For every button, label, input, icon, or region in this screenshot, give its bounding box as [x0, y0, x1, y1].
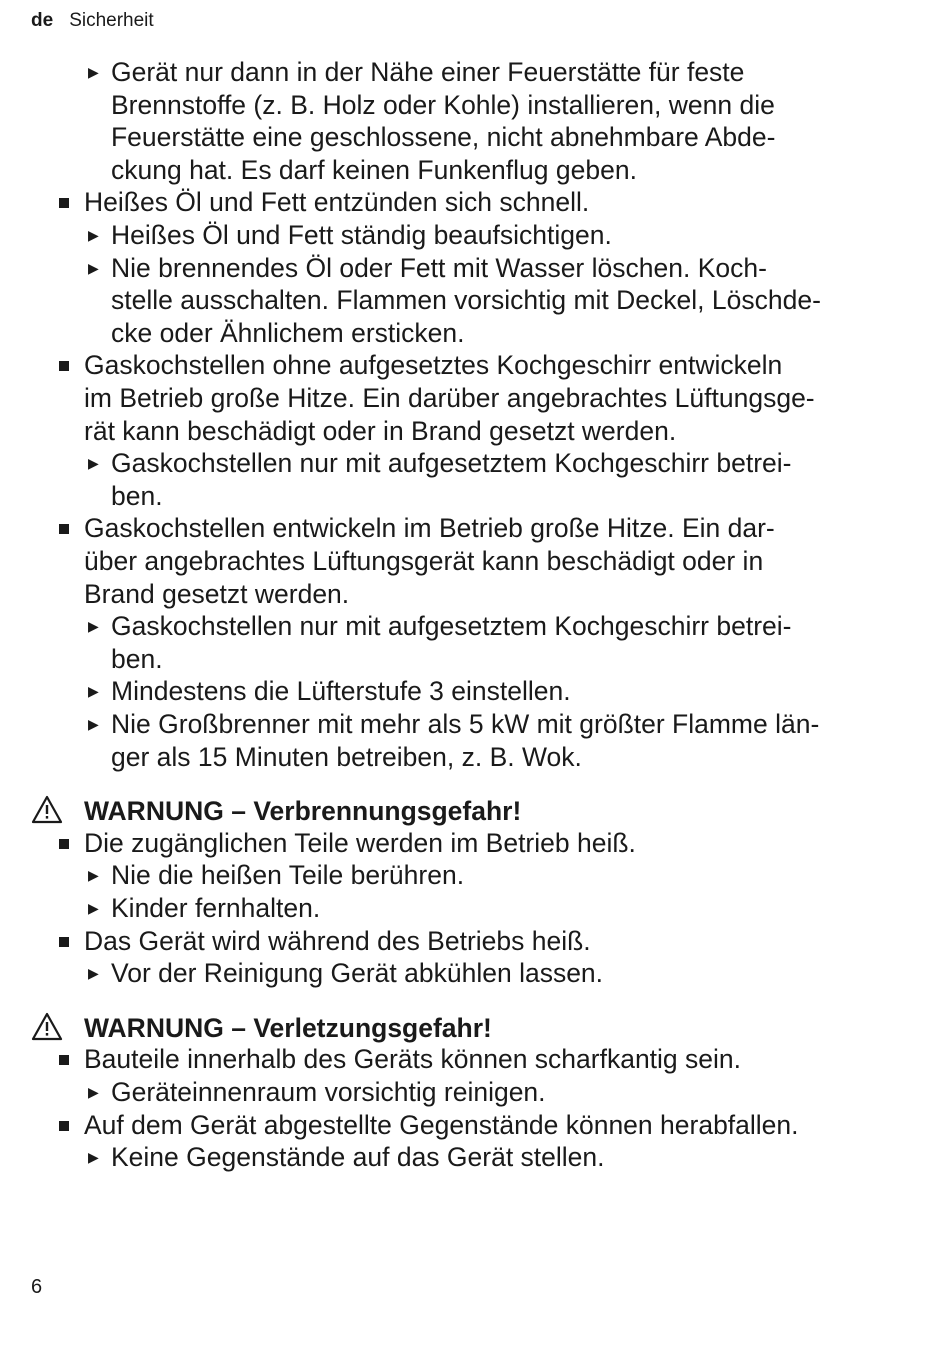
text-line: Das Gerät wird während des Betriebs heiß. — [84, 925, 591, 956]
text-line: Gaskochstellen entwickeln im Betrieb große Hitze. Ein dar- — [84, 513, 775, 544]
triangle-bullet-icon: ▶ — [88, 259, 99, 276]
text-line: Brand gesetzt werden. — [84, 578, 350, 609]
text-line: ben. — [111, 643, 163, 674]
triangle-bullet-icon: ▶ — [88, 683, 99, 700]
text-line: Geräteinnenraum vorsichtig reinigen. — [111, 1077, 546, 1107]
text-line: Mindestens die Lüfterstufe 3 einstellen. — [111, 676, 571, 707]
warning-title: WARNUNG – Verbrennungsgefahr! — [84, 796, 522, 827]
text-line: Vor der Reinigung Gerät abkühlen lassen. — [111, 958, 604, 989]
triangle-bullet-icon: ▶ — [88, 1149, 99, 1166]
text-line: cke oder Ähnlichem ersticken. — [111, 317, 465, 348]
text-line: Gaskochstellen nur mit aufgesetztem Kochgeschirr betrei- — [111, 448, 792, 479]
text-line: ckung hat. Es darf keinen Funkenflug geben. — [111, 154, 637, 185]
warning-title: WARNUNG – Verletzungsgefahr! — [84, 1012, 492, 1043]
page-number: 6 — [31, 1276, 43, 1298]
triangle-bullet-icon: ▶ — [88, 455, 99, 472]
square-bullet-icon — [59, 524, 69, 534]
square-bullet-icon — [59, 198, 69, 208]
text-line: Keine Gegenstände auf das Gerät stellen. — [111, 1142, 605, 1173]
square-bullet-icon — [59, 1055, 69, 1065]
warning-triangle-icon — [31, 795, 63, 825]
section-title: Sicherheit — [69, 10, 154, 31]
triangle-bullet-icon: ▶ — [88, 1084, 99, 1100]
running-header — [31, 9, 154, 33]
text-line: Nie brennendes Öl oder Fett mit Wasser löschen. Koch- — [111, 252, 767, 283]
text-line: Feuerstätte eine geschlossene, nicht abnehmbare Abde- — [111, 122, 776, 153]
triangle-bullet-icon: ▶ — [88, 227, 99, 243]
triangle-bullet-icon: ▶ — [88, 900, 99, 916]
triangle-bullet-icon: ▶ — [88, 867, 99, 884]
language-code: de — [31, 10, 54, 31]
square-bullet-icon — [59, 361, 69, 371]
triangle-bullet-icon: ▶ — [88, 618, 99, 635]
text-line: ger als 15 Minuten betreiben, z. B. Wok. — [111, 741, 582, 772]
square-bullet-icon — [59, 839, 69, 849]
text-line: Auf dem Gerät abgestellte Gegenstände können herabfallen. — [84, 1109, 799, 1140]
text-line: Gerät nur dann in der Nähe einer Feuerstätte für feste — [111, 57, 745, 87]
text-line: Heißes Öl und Fett ständig beaufsichtigen. — [111, 220, 612, 250]
text-line: Kinder fernhalten. — [111, 893, 321, 923]
text-line: Gaskochstellen nur mit aufgesetztem Kochgeschirr betrei- — [111, 611, 792, 642]
triangle-bullet-icon: ▶ — [88, 716, 99, 732]
text-line: rät kann beschädigt oder in Brand gesetzt werden. — [84, 415, 677, 446]
text-line: über angebrachtes Lüftungsgerät kann beschädigt oder in — [84, 545, 764, 576]
text-line: Bauteile innerhalb des Geräts können scharfkantig sein. — [84, 1044, 742, 1075]
triangle-bullet-icon: ▶ — [88, 965, 99, 982]
text-line: Brennstoffe (z. B. Holz oder Kohle) installieren, wenn die — [111, 89, 775, 120]
square-bullet-icon — [59, 1121, 69, 1131]
text-line: stelle ausschalten. Flammen vorsichtig mit Deckel, Löschde- — [111, 285, 821, 316]
text-line: ben. — [111, 480, 163, 511]
text-line: Die zugänglichen Teile werden im Betrieb heiß. — [84, 827, 636, 858]
text-line: Gaskochstellen ohne aufgesetztes Kochgeschirr entwickeln — [84, 350, 783, 381]
text-line: Nie die heißen Teile berühren. — [111, 860, 465, 891]
warning-triangle-icon — [31, 1012, 63, 1042]
text-line: Heißes Öl und Fett entzünden sich schnell. — [84, 187, 590, 218]
text-line: im Betrieb große Hitze. Ein darüber angebrachtes Lüftungsge- — [84, 382, 815, 413]
text-line: Nie Großbrenner mit mehr als 5 kW mit größter Flamme län- — [111, 709, 820, 739]
square-bullet-icon — [59, 937, 69, 947]
triangle-bullet-icon: ▶ — [88, 64, 99, 80]
